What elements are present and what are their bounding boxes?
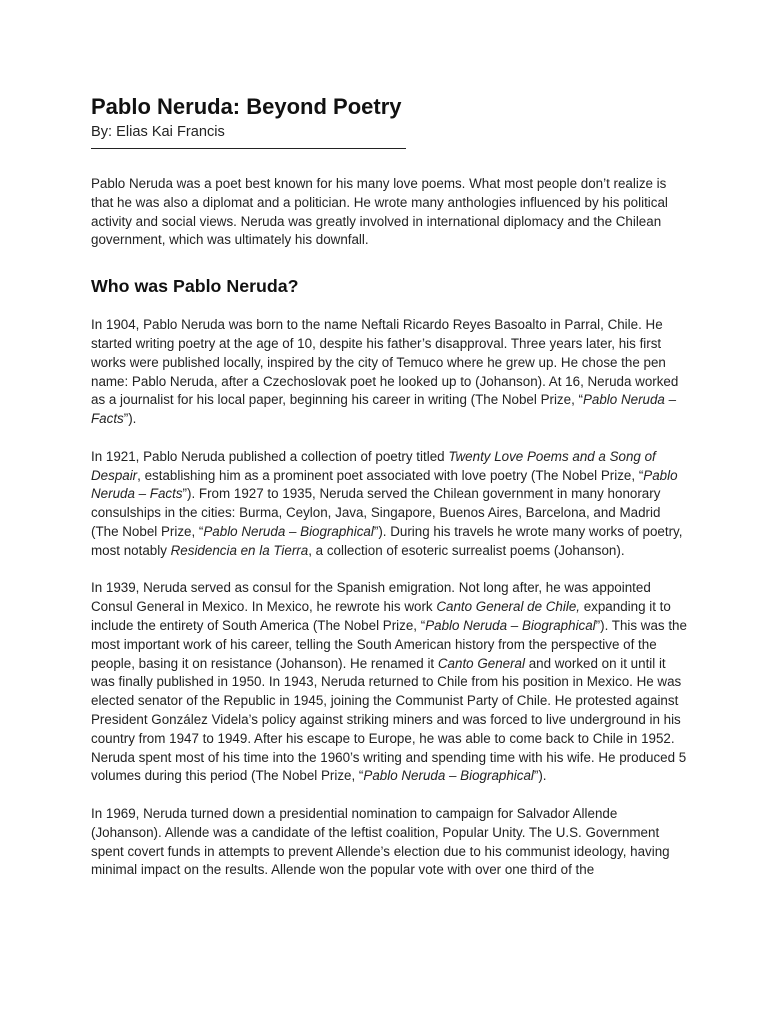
italic-citation: Residencia en la Tierra <box>170 542 309 558</box>
paragraph-text: , a collection of esoteric surrealist poems (Johanson). <box>308 542 625 558</box>
italic-citation: Pablo Neruda – Facts <box>91 392 677 427</box>
paragraph-text: ”). <box>533 768 547 784</box>
paragraph-text: ”). <box>123 411 137 427</box>
italic-citation: Canto General de Chile, <box>436 599 580 615</box>
body-paragraph-1969 <box>91 805 691 880</box>
italic-citation: Pablo Neruda – Biographical <box>363 768 534 784</box>
document-title: Pablo Neruda: Beyond Poetry <box>91 94 402 119</box>
body-paragraph-1904 <box>91 316 691 429</box>
paragraph-text: and worked on it until it was finally published in 1950. In 1943, Neruda returned to Chile from his position in Mexico. He was elected senator of the Republic in 1945, joining the Communist Party of Chile. He protested against President González Videla’s policy against striking miners and was forced to live underground in his country from 1947 to 1949. After his escape to Europe, he was able to come back to Chile in 1952. Neruda spent most of his time into the 1960’s writing and spending time with his wife. He produced 5 volumes during this period (The Nobel Prize, “ <box>91 655 687 784</box>
paragraph-text: In 1939, Neruda served as consul for the Spanish emigration. Not long after, he was appointed Consul General in Mexico. In Mexico, he rewrote his work <box>91 580 651 615</box>
italic-citation: Pablo Neruda – Facts <box>91 467 678 502</box>
section-heading: Who was Pablo Neruda? <box>91 276 299 297</box>
title-divider <box>91 148 406 149</box>
paragraph-text: ”). This was the most important work of his career, telling the South American history from the perspective of the people, basing it on resistance (Johanson). He renamed it <box>91 617 687 671</box>
italic-citation: Canto General <box>437 655 525 671</box>
body-paragraph-1939 <box>91 579 691 786</box>
paragraph-text: In 1921, Pablo Neruda published a collection of poetry titled <box>91 448 449 464</box>
document-body <box>91 92 691 880</box>
author-byline: By: Elias Kai Francis <box>91 124 225 140</box>
paragraph-text: In 1969, Neruda turned down a presidential nomination to campaign for Salvador Allende (Johanson). Allende was a candidate of the leftist coalition, Popular Unity. The U.S. Government spent covert funds in attempts to prevent Allende’s election due to his communist ideology, having minimal impact on the results. Allende won the popular vote with over one third of the <box>91 805 670 878</box>
paragraph-text: In 1904, Pablo Neruda was born to the name Neftali Ricardo Reyes Basoalto in Parral, Chile. He started writing poetry at the age of 10, despite his father’s disapproval. Three years later, his first works were published locally, inspired by the city of Temuco where he grew up. He chose the pen name: Pablo Neruda, after a Czechoslovak poet he looked up to (Johanson). At 16, Neruda worked as a journalist for his local paper, beginning his career in writing (The Nobel Prize, “ <box>91 317 679 408</box>
paragraph-text: ”). During his travels he wrote many works of poetry, most notably <box>91 523 683 558</box>
italic-citation: Pablo Neruda – Biographical <box>203 523 374 539</box>
italic-citation: Pablo Neruda – Biographical <box>425 617 596 633</box>
intro-paragraph: Pablo Neruda was a poet best known for his many love poems. What most people don’t realize is that he was also a diplomat and a politician. He wrote many anthologies influenced by his political activity and social views. Neruda was greatly involved in international diplomacy and the Chilean government, which was ultimately his downfall. <box>91 176 668 248</box>
italic-citation: Twenty Love Poems and a Song of Despair <box>91 448 656 483</box>
paragraph-text: , establishing him as a prominent poet associated with love poetry (The Nobel Prize, “ <box>137 467 644 483</box>
paragraph-text: expanding it to include the entirety of South America (The Nobel Prize, “ <box>91 599 671 633</box>
body-paragraph-1921 <box>91 448 691 561</box>
paragraph-text: ”). From 1927 to 1935, Neruda served the Chilean government in many honorary consulships in the cities: Burma, Ceylon, Java, Singapore, Buenos Aires, Barcelona, and Madrid (The Nobel Prize, “ <box>91 486 661 539</box>
